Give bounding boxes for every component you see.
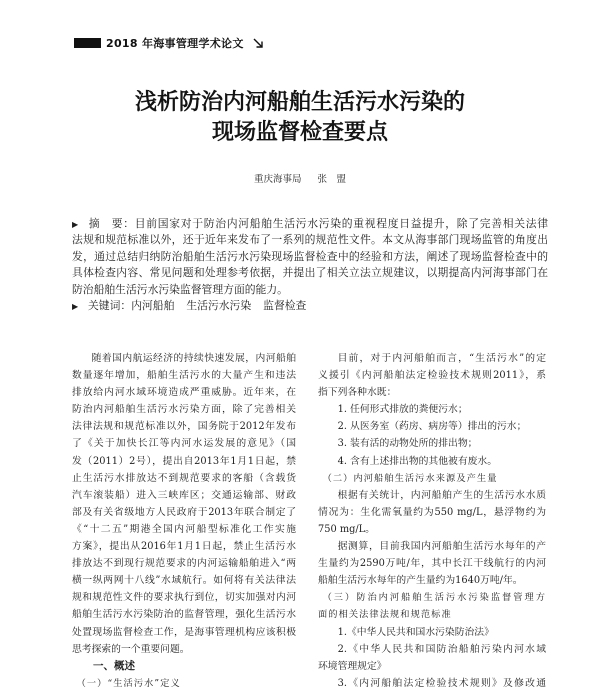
section-heading: 一、概述: [93, 659, 135, 672]
body-line: 规和规范性文件的要求执行到位，切实加强对内河: [72, 592, 296, 604]
author-name: 张 盟: [317, 174, 347, 185]
body-line: 指下列各种水既：: [318, 387, 397, 399]
keyword-item: 生活污水污染: [186, 299, 252, 313]
body-line: 防治内河船舶生活污水污染方面，除了完善相关: [72, 404, 296, 416]
body-line: 根据有关统计，内河船舶产生的生活污水水质: [337, 489, 546, 501]
abstract-line: [72, 216, 548, 233]
body-line: 《“十二五”期港全国内河船型标准化工作实施: [72, 523, 296, 535]
body-line: 750 mg/L。: [318, 523, 375, 535]
abstract-line: 法规和规范标准以外，还于近年来发布了一系列的规范性文件。本文从海事部门现场监管的角度出: [72, 233, 548, 247]
abstract-line: 具体检查内容、常见问题和处理参考依据，并提出了相关立法立规建议，以期提高内河海事部门在: [72, 266, 548, 280]
body-line: 止生活污水排放达不到规范要求的客船（含载货: [72, 472, 296, 484]
list-item: 环境管理规定》: [318, 660, 387, 672]
body-line: 汽车滚装船）进入三峡库区；交通运输部、财政: [72, 489, 296, 501]
body-line: 排放达不到现行规范要求的内河运输船舶进入“两: [72, 558, 296, 570]
abstract-line: 发，通过总结归纳防治船舶生活污水污染现场监督检查中的经验和方法，阐述了现场监督检查中的: [72, 249, 548, 263]
list-item: 1.《中华人民共和国水污染防治法》: [337, 626, 494, 638]
subsection-heading: 面的相关法律法规和规范标准: [318, 609, 452, 621]
body-line: 目前，对于内河船舶而言，“生活污水”的定: [337, 353, 546, 364]
running-header: [74, 36, 264, 50]
list-item: 1. 任何形式排放的粪便污水；: [337, 404, 468, 416]
body-line: 方案》，提出从2016年1月1日起，禁止生活污水: [72, 541, 296, 553]
keyword-item: 监督检查: [263, 299, 307, 313]
body-line: 情况为：生化需氧量约为550 mg/L，悬浮物约为: [318, 506, 546, 518]
header-bar: [74, 38, 101, 48]
subsection-heading: （三）防治内河船舶生活污水污染监督管理方: [322, 592, 546, 604]
body-line: 思考探索的一个重要问题。: [72, 643, 190, 655]
right-column: [318, 350, 546, 692]
article-title: [0, 88, 600, 148]
body-line: 了《关于加快长江等内河水运发展的意见》（国: [72, 438, 296, 450]
body-line: 数量逐年增加，船舶生活污水的大量产生和违法: [72, 370, 296, 382]
title-line-1: 浅析防治内河船舶生活污水污染的: [134, 90, 465, 115]
body-line: 船舶生活污水每年的产生量约为1640万吨/年。: [318, 575, 523, 587]
title-line-2: 现场监督检查要点: [211, 120, 388, 145]
body-line: 发（2011）2号），提出自2013年1月1日起，禁: [72, 455, 296, 467]
abstract: [72, 216, 548, 315]
triangle-bullet-icon: ▶: [72, 219, 79, 229]
keyword-item: 内河船舶: [131, 299, 175, 313]
header-section-title: 2018 年海事管理学术论文: [106, 37, 244, 50]
author-line: [0, 173, 600, 187]
body-line: 排放给内河水域环境造成严重威胁。近年来，在: [72, 387, 296, 399]
left-column: [72, 350, 296, 692]
body-line: 义援引《内河船舶法定检验技术规则2011》，系: [318, 370, 546, 382]
abstract-label: 摘 要：: [88, 216, 135, 230]
author-affiliation: 重庆海事局: [253, 174, 302, 185]
list-item: 2.《中华人民共和国防治船舶污染内河水域: [337, 643, 546, 655]
body-line: 生量约为2590万吨/年，其中长江干线航行的内河: [318, 558, 546, 570]
body-line: 处置现场监督检查工作，是海事管理机构应该积极: [72, 626, 296, 638]
body-line: 部及有关省级地方人民政府于2013年联合制定了: [72, 506, 296, 518]
list-item: 4. 含有上述排出物的其他被有废水。: [337, 455, 498, 467]
body-line: 据测算，目前我国内河船舶生活污水每年的产: [337, 541, 546, 553]
body-line: 法律法规和规范标准以外，国务院于2012年发布: [72, 421, 296, 433]
body-line: 横一纵两网十八线”水域航行。如何将有关法律法: [72, 575, 296, 587]
abstract-text: 目前国家对于防治内河船舶生活污水污染的重视程度日益提升，除了完善相关法律: [134, 216, 548, 230]
keywords-label: 关键词：: [88, 299, 132, 313]
list-item: 3. 装有活的动物处所的排出物；: [337, 438, 478, 450]
keywords: [72, 298, 548, 315]
body-line: 随着国内航运经济的持续快速发展，内河船舶: [91, 353, 296, 364]
list-item: 2. 从医务室（药房、病房等）排出的污水；: [337, 421, 527, 433]
list-item: 3.《内河船舶法定检验技术规则》及修改通: [337, 677, 546, 689]
subsection-heading: （二）内河船舶生活污水来源及产生量: [322, 472, 498, 484]
triangle-bullet-icon: ▶: [72, 302, 79, 312]
subsection-heading: （一）“生活污水”定义: [76, 677, 181, 689]
body-line: 船舶生活污水污染防治的监督管理，强化生活污水: [72, 609, 296, 621]
abstract-line: 防治船舶生活污水污染监督管理方面的能力。: [72, 282, 288, 296]
corner-arrow-icon: [252, 37, 264, 49]
